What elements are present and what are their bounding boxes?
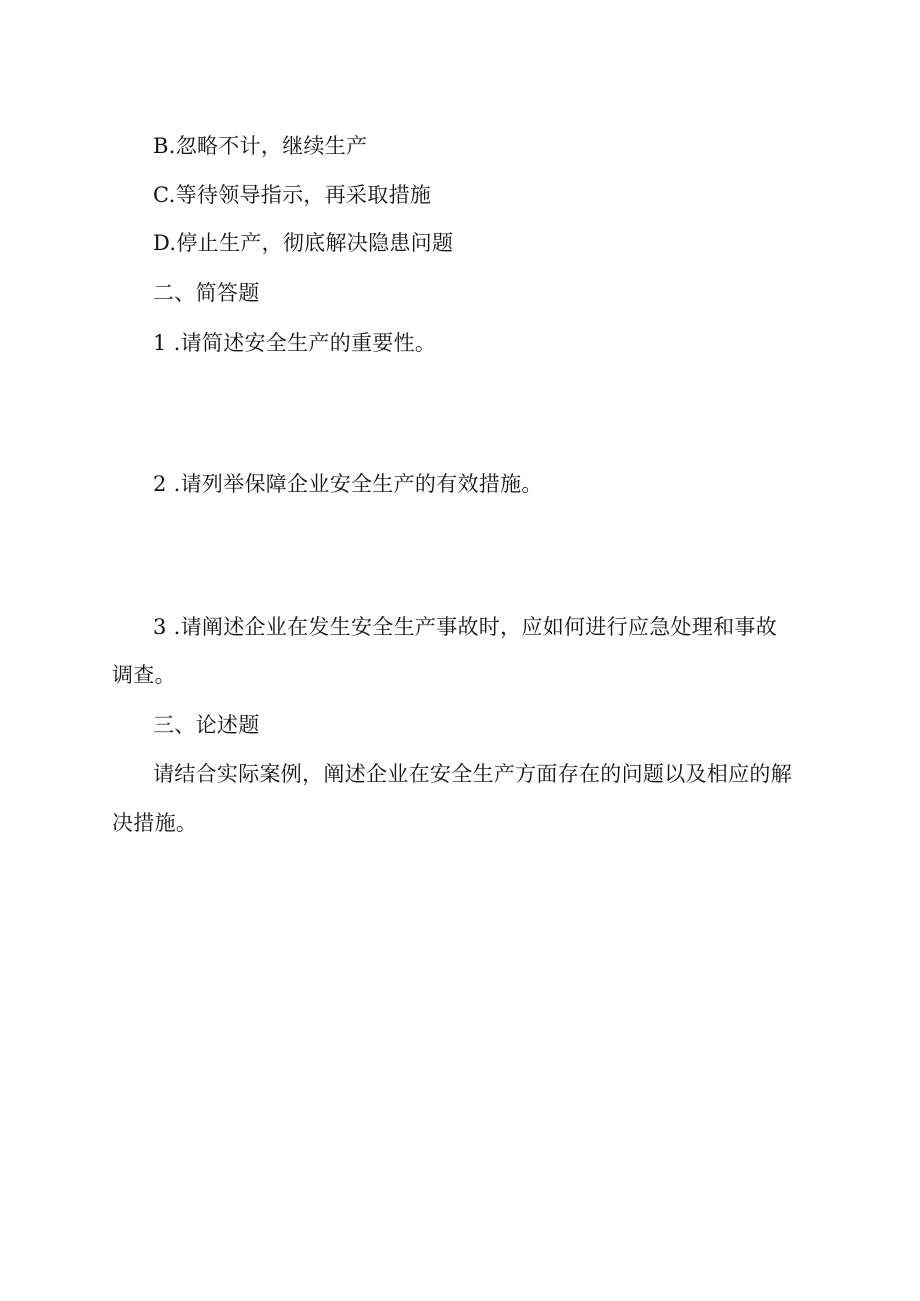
essay-question-line-1: 请结合实际案例，阐述企业在安全生产方面存在的问题以及相应的解 <box>153 762 792 786</box>
section-heading-essay: 三、论述题 <box>153 713 260 737</box>
option-d: D.停止生产，彻底解决隐患问题 <box>153 231 454 255</box>
question-3-line-2: 调查。 <box>112 663 176 687</box>
question-2: 2 .请列举保障企业安全生产的有效措施。 <box>153 472 543 496</box>
section-heading-short-answer: 二、简答题 <box>153 281 260 305</box>
option-c: C.等待领导指示，再采取措施 <box>153 183 432 207</box>
option-b: B.忽略不计，继续生产 <box>153 134 368 158</box>
question-1: 1 .请简述安全生产的重要性。 <box>153 331 437 355</box>
essay-question-line-2: 决措施。 <box>112 811 198 835</box>
question-3-line-1: 3 .请阐述企业在发生安全生产事故时，应如何进行应急处理和事故 <box>153 615 778 639</box>
